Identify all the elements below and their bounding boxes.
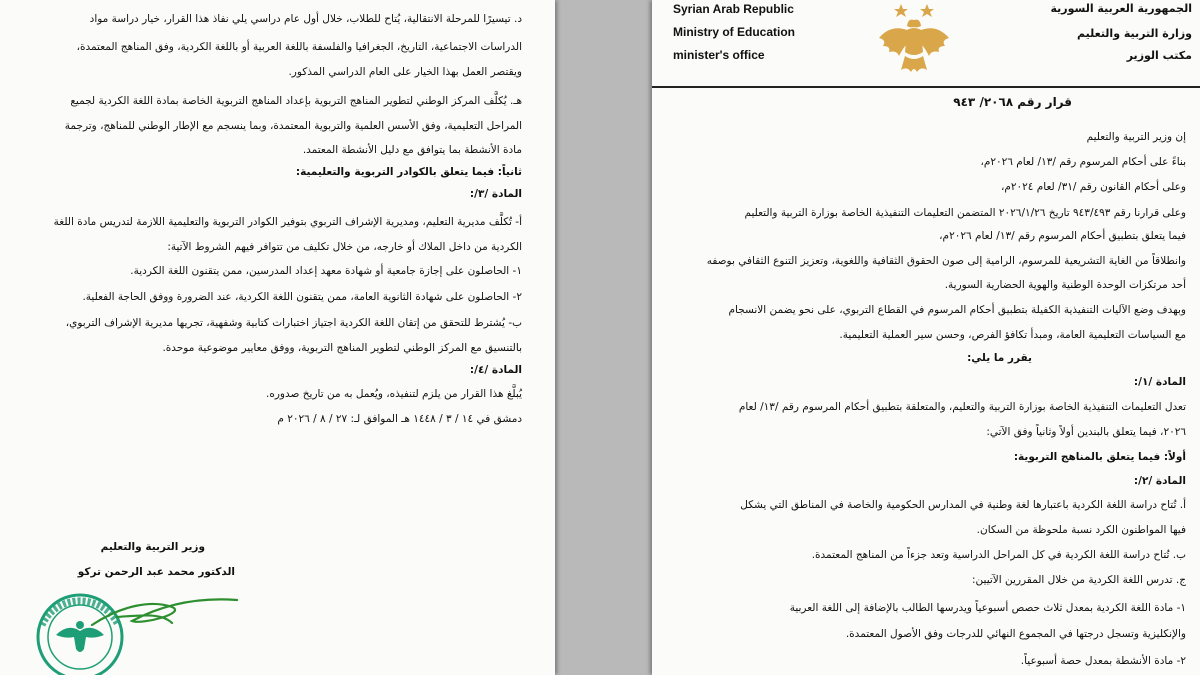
text-line: فيها المواطنون الكرد نسبة ملحوظة من السكان. [976, 524, 1186, 536]
header-en-line: Syrian Arab Republic [673, 2, 794, 16]
text-line: أحد مرتكزات الوحدة الوطنية والهوية الحضارية السورية. [944, 279, 1186, 291]
stamp-seal [38, 595, 122, 675]
signature-title: وزير التربية والتعليم [100, 541, 205, 553]
signature-name: الدكتور محمد عبد الرحمن تركو [77, 566, 235, 578]
text-line: ٢٠٢٦، فيما يتعلق بالبندين أولاً وثانياً وفق الآتي: [986, 426, 1186, 438]
text-line: ب- يُشترط للتحقق من إتقان اللغة الكردية اجتياز اختبارات كتابية وشفهية، تجريها مديرية الإشراف التربوي، [65, 317, 522, 329]
text-line: ١- مادة اللغة الكردية بمعدل ثلاث حصص أسبوعياً ويدرسها الطالب بالإضافة إلى اللغة العربية [789, 602, 1186, 614]
syrian-eagle-emblem [877, 0, 951, 78]
text-line: والإنكليزية وتسجل درجتها في المجموع النهائي للدرجات وفق الأصول المعتمدة. [845, 628, 1186, 640]
decision-number: قرار رقم ٢٠٦٨/ ٩٤٣ [953, 95, 1072, 109]
header-ar-line: الجمهورية العربية السورية [1050, 2, 1192, 15]
text-line: أ. تُتاح دراسة اللغة الكردية باعتبارها لغة وطنية في المدارس الحكومية والخاصة في المناطق التي يشكل [740, 499, 1186, 511]
text-line: وعلى أحكام القانون رقم /٣١/ لعام ٢٠٢٤م، [1000, 181, 1186, 193]
text-line: ب. تُتاح دراسة اللغة الكردية في كل المراحل الدراسية وتعد جزءاً من المناهج المعتمدة. [811, 549, 1186, 561]
text-line: ويقتصر العمل بهذا الخيار على العام الدراسي المذكور. [288, 66, 522, 78]
text-line: أ- تُكلَّف مديرية التعليم، ومديرية الإشراف التربوي بتوفير الكوادر التربوية والتعليمية اللازمة لتدريس مادة اللغة [53, 216, 522, 228]
document-page-right [652, 0, 1200, 675]
text-line: يُبلَّغ هذا القرار من يلزم لتنفيذه، ويُعمل به من تاريخ صدوره. [266, 388, 522, 400]
section-heading: ثانياً: فيما يتعلق بالكوادر التربوية والتعليمية: [295, 166, 522, 178]
text-line: إن وزير التربية والتعليم [1086, 131, 1186, 143]
article-heading: المادة /٤/: [469, 364, 522, 376]
text-line: ٢- مادة الأنشطة بمعدل حصة أسبوعياً. [1020, 655, 1186, 667]
text-line: ج. تدرس اللغة الكردية من خلال المقررين الآتيين: [972, 574, 1186, 586]
article-heading: المادة /٣/: [469, 188, 522, 200]
text-line: الدراسات الاجتماعية، التاريخ، الجغرافيا والفلسفة باللغة العربية أو باللغة الكردية، وفق المناهج المعتمدة، [76, 41, 522, 53]
text-line: وانطلاقاً من الغاية التشريعية للمرسوم، الرامية إلى صون الحقوق الثقافية واللغوية، وتعزيز التنوع الثقافي بوصفه [706, 255, 1186, 267]
text-line: مادة الأنشطة بما يتوافق مع دليل الأنشطة المعتمد. [302, 144, 522, 156]
header-ar-line: مكتب الوزير [1126, 49, 1192, 62]
document-page-left [0, 0, 555, 675]
text-line: تعدل التعليمات التنفيذية الخاصة بوزارة التربية والتعليم، والمتعلقة بتطبيق أحكام المرسوم رقم /١٣/ لعام [738, 401, 1186, 413]
header-en-line: Ministry of Education [673, 25, 796, 39]
official-stamp-and-signature [22, 585, 252, 675]
text-line: مع السياسات التعليمية العامة، ومبدأ تكافؤ الفرص، وحسن سير العملية التعليمية. [839, 329, 1186, 341]
text-line: بناءً على أحكام المرسوم رقم /١٣/ لعام ٢٠٢٦م، [980, 156, 1186, 168]
section-heading: أولاً: فيما يتعلق بالمناهج التربوية: [1013, 451, 1186, 463]
text-line: المراحل التعليمية، وفق الأسس العلمية والتربوية المعتمدة، وبما ينسجم مع الإطار الوطني للمناهج، وترجمة [64, 120, 522, 132]
date-line: دمشق في ١٤ / ٣ / ١٤٤٨ هـ الموافق لـ: ٢٧ / ٨ / ٢٠٢٦ م [277, 413, 522, 425]
text-line: ٢- الحاصلون على شهادة الثانوية العامة، ممن يتقنون اللغة الكردية، عند الضرورة ووفق الحاجة الفعلية. [82, 291, 522, 303]
section-heading: يقرر ما يلي: [967, 352, 1032, 364]
handwritten-signature [92, 599, 237, 625]
header-divider [652, 86, 1200, 88]
text-line: بالتنسيق مع المركز الوطني لتطوير المناهج التربوية، ووفق معايير موضوعية موحدة. [162, 342, 522, 354]
header-en-line: minister's office [673, 48, 765, 62]
text-line: وعلى قرارنا رقم ٩٤٣/٤٩٣ تاريخ ٢٠٢٦/١/٢٦ المتضمن التعليمات التنفيذية الخاصة بوزارة التربية والتعليم [744, 207, 1186, 219]
text-line: فيما يتعلق بتطبيق أحكام المرسوم رقم /١٣/ لعام ٢٠٢٦م، [939, 230, 1186, 242]
text-line: وبهدف وضع الآليات التنفيذية الكفيلة بتطبيق أحكام المرسوم في القطاع التربوي، على نحو يضمن الانسجام [728, 304, 1186, 316]
text-line: هـ. يُكلَّف المركز الوطني لتطوير المناهج التربوية بإعداد المناهج التربوية الخاصة بمادة اللغة الكردية لجميع [70, 95, 522, 107]
text-line: ١- الحاصلون على إجازة جامعية أو شهادة معهد إعداد المدرسين، ممن يتقنون اللغة الكردية. [130, 265, 522, 277]
header-ar-line: وزارة التربية والتعليم [1077, 27, 1192, 40]
text-line: د. تيسيرًا للمرحلة الانتقالية، يُتاح للطلاب، خلال أول عام دراسي يلي نفاذ هذا القرار، خيار دراسة مواد [89, 13, 522, 25]
text-line: الكردية من داخل الملاك أو خارجه، من خلال تكليف من تتوافر فيهم الشروط الآتية: [167, 241, 522, 253]
article-heading: المادة /٢/: [1133, 475, 1186, 487]
article-heading: المادة /١/: [1133, 376, 1186, 388]
